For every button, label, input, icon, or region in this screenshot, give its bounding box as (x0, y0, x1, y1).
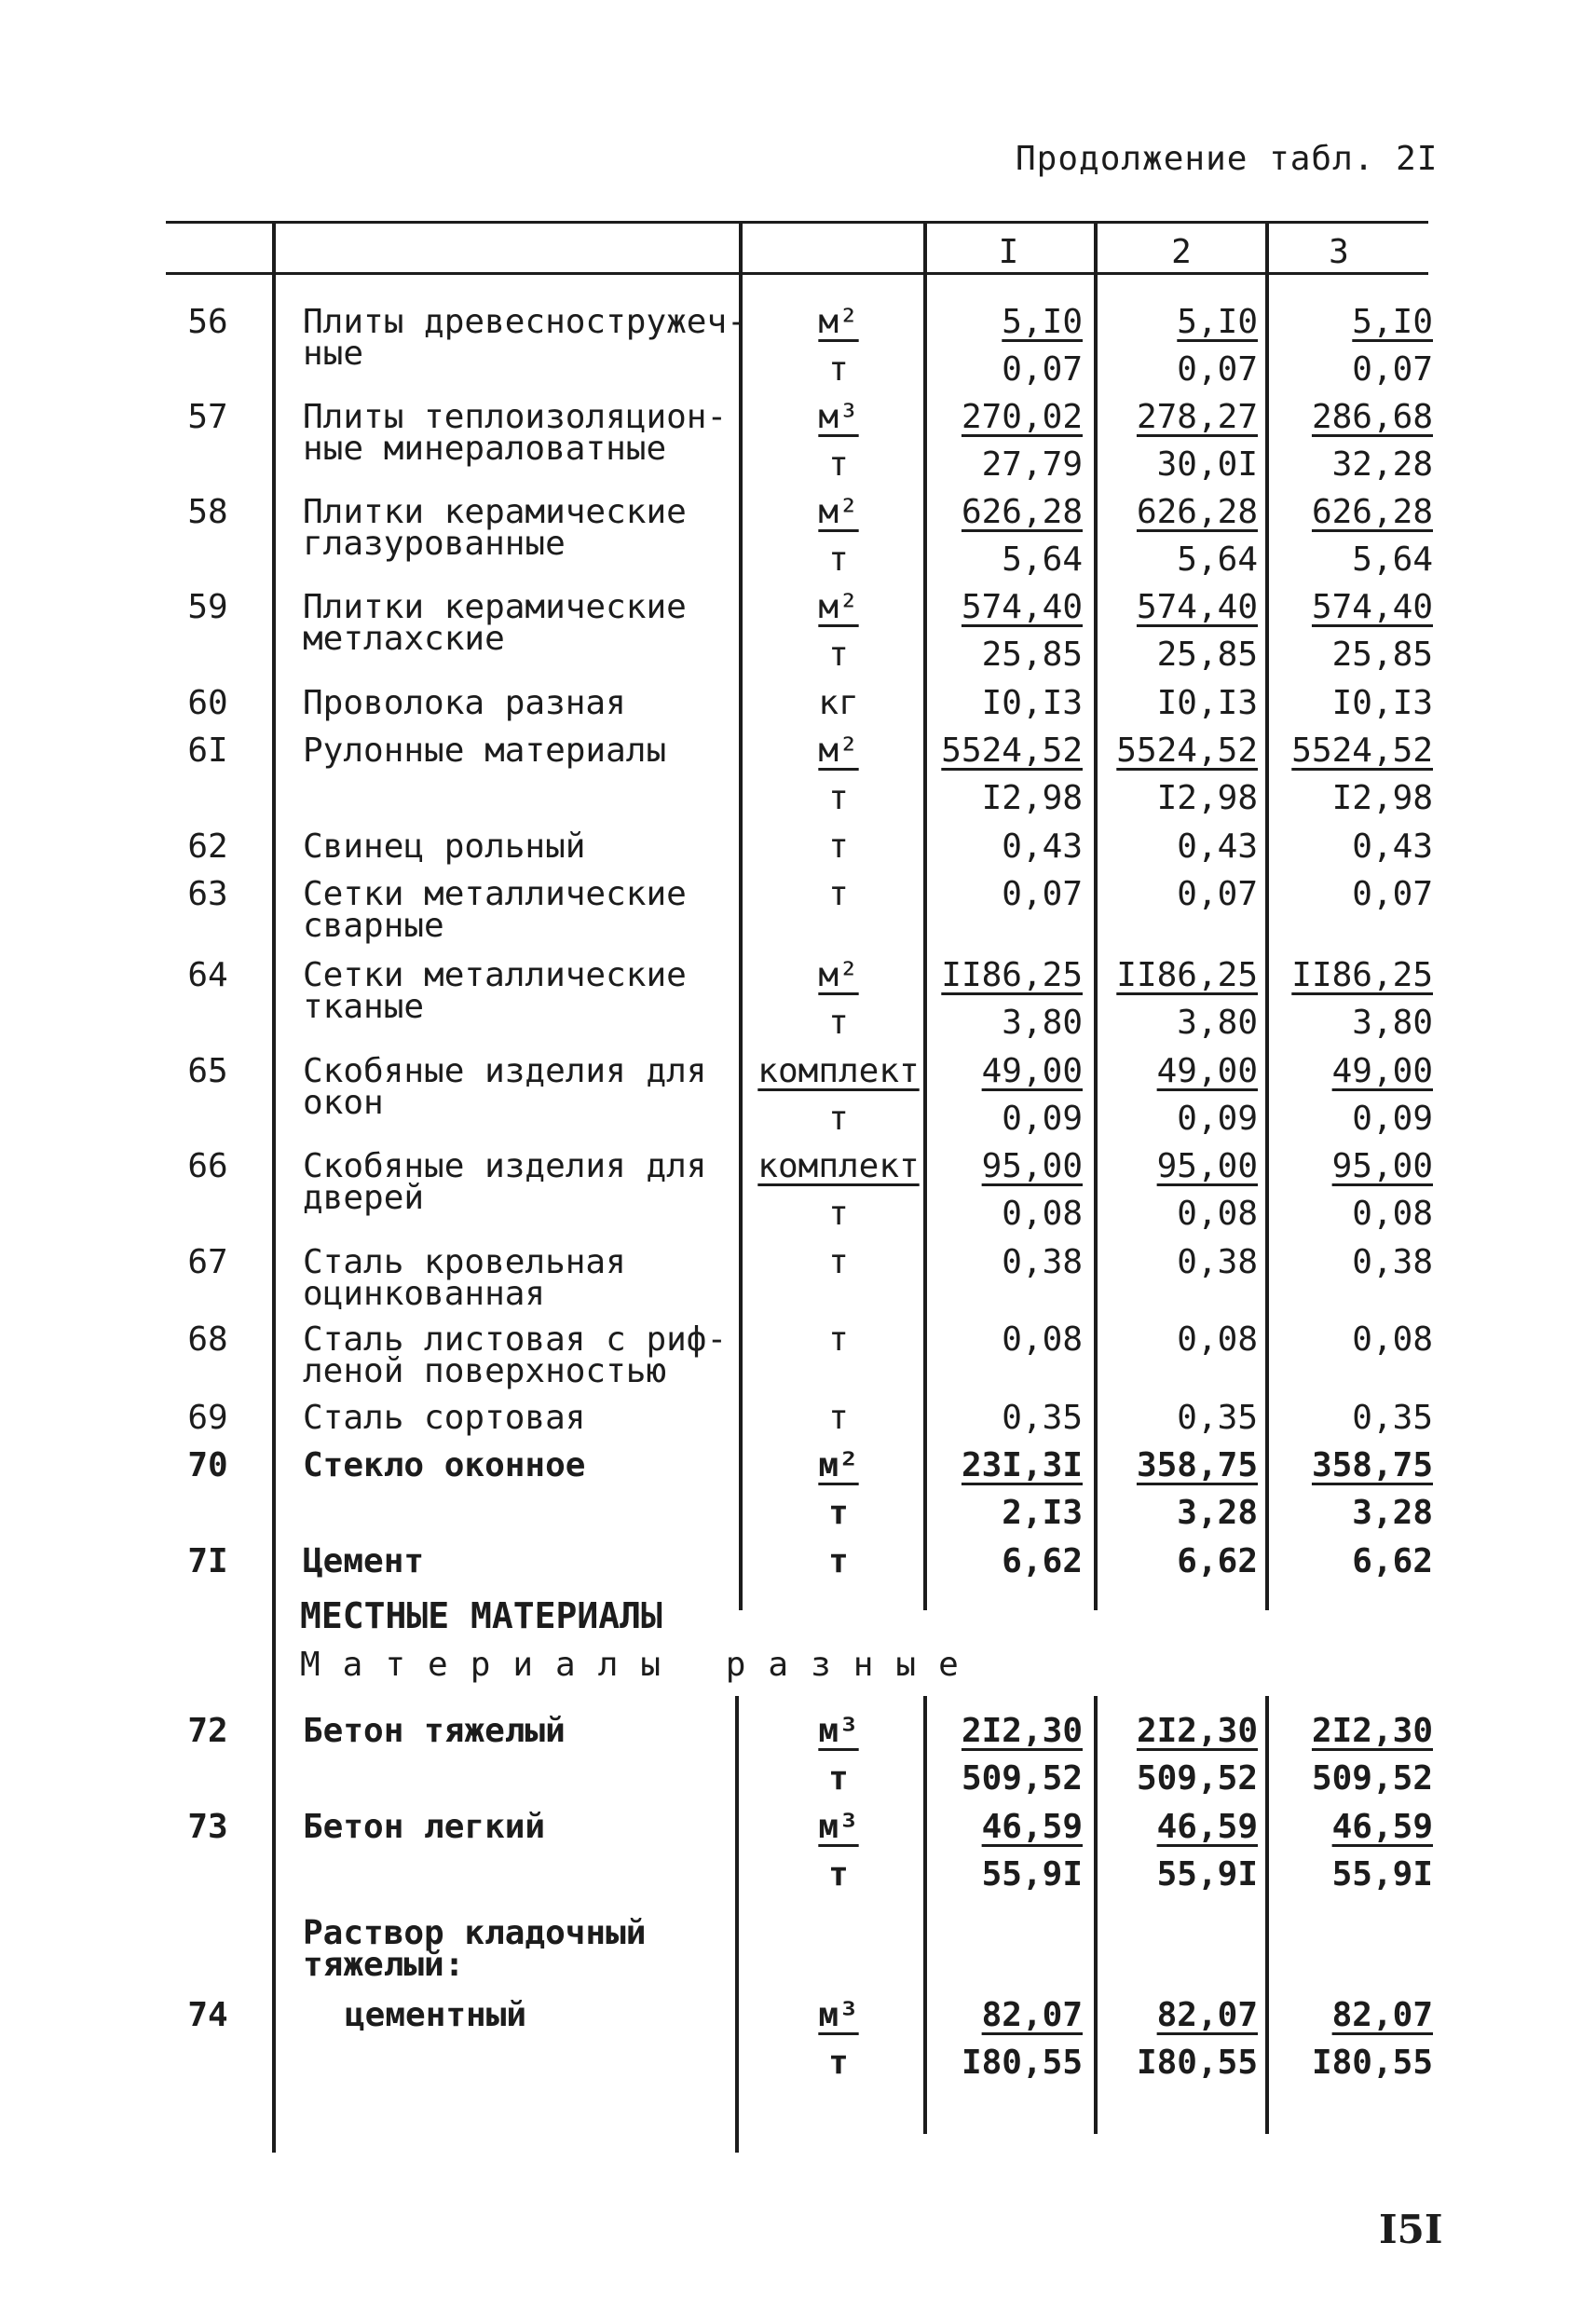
row-unit: т (828, 779, 849, 817)
row-value-col-2: 5,64 (1177, 540, 1258, 579)
row-unit: т (828, 1855, 849, 1894)
row-unit: кг (818, 684, 859, 722)
row-name-line: Скобяные изделия для (303, 1052, 707, 1090)
row-value-col-2: 82,07 (1156, 1996, 1258, 2034)
row-number: 73 (187, 1808, 228, 1846)
row-value-col-1: 82,07 (981, 1996, 1083, 2034)
row-value-col-3: 5,64 (1352, 540, 1433, 579)
row-name-line: оцинкованная (303, 1275, 546, 1313)
row-unit: м² (818, 1446, 859, 1484)
row-unit: м³ (818, 398, 859, 436)
row-unit: м³ (818, 1808, 859, 1846)
row-value-col-2: 6,62 (1177, 1542, 1258, 1580)
row-value-col-3: 46,59 (1331, 1808, 1433, 1846)
row-value-col-1: 25,85 (981, 636, 1083, 674)
row-name-line: глазурованные (303, 525, 566, 563)
row-number: 59 (187, 588, 228, 626)
row-number: 70 (187, 1446, 228, 1484)
row-value-col-1: 0,38 (1002, 1243, 1083, 1281)
row-name-line: Плиты древесностружеч- (303, 303, 747, 341)
row-name-line: метлахские (303, 620, 505, 658)
row-value-col-1: 2,I3 (1002, 1494, 1083, 1532)
column-header-3: 3 (1329, 233, 1349, 271)
row-name-line: Бетон легкий (303, 1808, 546, 1846)
row-value-col-1: 574,40 (961, 588, 1083, 626)
row-value-col-2: 0,07 (1177, 875, 1258, 913)
row-number: 58 (187, 493, 228, 531)
row-number: 65 (187, 1052, 228, 1090)
row-name-line: Плитки керамические (303, 493, 687, 531)
row-name-line: леной поверхностью (303, 1352, 667, 1390)
row-value-col-2: 0,43 (1177, 827, 1258, 866)
row-name-line: тяжелый: (303, 1946, 465, 1984)
row-name-line: Скобяные изделия для (303, 1147, 707, 1185)
row-value-col-2: 358,75 (1136, 1446, 1258, 1484)
row-unit: т (828, 1100, 849, 1138)
row-number: 6I (187, 732, 228, 770)
row-value-col-2: 25,85 (1156, 636, 1258, 674)
row-name-line: Раствор кладочный (303, 1914, 647, 1952)
row-value-col-3: II86,25 (1291, 956, 1433, 994)
row-value-col-2: 5,I0 (1177, 303, 1258, 341)
row-value-col-3: 32,28 (1331, 445, 1433, 484)
row-value-col-2: 509,52 (1136, 1759, 1258, 1798)
column-header-1: I (998, 233, 1019, 271)
row-value-col-1: 0,08 (1002, 1195, 1083, 1233)
row-value-col-3: 286,68 (1311, 398, 1433, 436)
row-value-col-3: 574,40 (1311, 588, 1433, 626)
row-value-col-3: 0,08 (1352, 1195, 1433, 1233)
subsection-heading: Материалы разные (300, 1646, 981, 1684)
row-name-line: Бетон тяжелый (303, 1712, 566, 1750)
row-value-col-1: 23I,3I (961, 1446, 1083, 1484)
row-value-col-3: 0,07 (1352, 875, 1433, 913)
row-value-col-2: 5524,52 (1116, 732, 1258, 770)
row-unit: комплект (757, 1147, 920, 1185)
row-value-col-3: 3,28 (1352, 1494, 1433, 1532)
row-value-col-1: 2I2,30 (961, 1712, 1083, 1750)
table-header-rule (166, 272, 1428, 275)
row-value-col-2: 46,59 (1156, 1808, 1258, 1846)
row-value-col-2: I80,55 (1136, 2044, 1258, 2082)
row-value-col-2: 0,08 (1177, 1320, 1258, 1359)
row-name-line: ные (303, 335, 364, 373)
row-value-col-3: 626,28 (1311, 493, 1433, 531)
page-number: I5I (1379, 2207, 1443, 2252)
row-number: 62 (187, 827, 228, 866)
row-value-col-2: 95,00 (1156, 1147, 1258, 1185)
row-name-line: Плиты теплоизоляцион- (303, 398, 728, 436)
row-value-col-3: I2,98 (1331, 779, 1433, 817)
row-value-col-3: 25,85 (1331, 636, 1433, 674)
row-value-col-1: I80,55 (961, 2044, 1083, 2082)
row-name-line: дверей (303, 1179, 425, 1217)
row-name-line: Сталь листовая с риф- (303, 1320, 728, 1359)
row-unit: комплект (757, 1052, 920, 1090)
row-value-col-3: 3,80 (1352, 1004, 1433, 1042)
row-value-col-2: 574,40 (1136, 588, 1258, 626)
row-number: 68 (187, 1320, 228, 1359)
row-name-line: сварные (303, 907, 444, 945)
row-value-col-1: 0,07 (1002, 350, 1083, 389)
row-value-col-3: 0,08 (1352, 1320, 1433, 1359)
row-unit: т (828, 1399, 849, 1437)
row-name-line: Цемент (303, 1542, 425, 1580)
row-value-col-3: 5,I0 (1352, 303, 1433, 341)
row-unit: т (828, 1243, 849, 1281)
row-value-col-1: 55,9I (981, 1855, 1083, 1894)
row-value-col-2: I0,I3 (1156, 684, 1258, 722)
row-value-col-2: 626,28 (1136, 493, 1258, 531)
section-heading: МЕСТНЫЕ МАТЕРИАЛЫ (300, 1595, 662, 1636)
row-unit: т (828, 827, 849, 866)
row-unit: т (828, 445, 849, 484)
row-value-col-1: 49,00 (981, 1052, 1083, 1090)
column-divider-3 (1265, 222, 1269, 1610)
row-value-col-1: 5524,52 (941, 732, 1083, 770)
row-value-col-1: 27,79 (981, 445, 1083, 484)
table-top-rule (166, 221, 1428, 224)
row-value-col-2: 30,0I (1156, 445, 1258, 484)
row-value-col-3: 358,75 (1311, 1446, 1433, 1484)
row-value-col-1: 0,35 (1002, 1399, 1083, 1437)
row-value-col-1: 0,09 (1002, 1100, 1083, 1138)
row-value-col-2: 0,08 (1177, 1195, 1258, 1233)
row-name-line: Стекло оконное (303, 1446, 586, 1484)
row-value-col-3: I0,I3 (1331, 684, 1433, 722)
row-value-col-3: 55,9I (1331, 1855, 1433, 1894)
row-unit: м² (818, 588, 859, 626)
row-name-line: ные минераловатные (303, 430, 667, 468)
row-number: 64 (187, 956, 228, 994)
column-header-2: 2 (1171, 233, 1192, 271)
row-value-col-2: 0,07 (1177, 350, 1258, 389)
row-name-line: Сетки металлические (303, 956, 687, 994)
row-value-col-3: 0,09 (1352, 1100, 1433, 1138)
row-name-line: Свинец рольный (303, 827, 586, 866)
row-name-line: тканые (303, 988, 425, 1026)
row-value-col-3: 0,07 (1352, 350, 1433, 389)
row-value-col-2: 49,00 (1156, 1052, 1258, 1090)
row-value-col-3: 5524,52 (1291, 732, 1433, 770)
row-unit: т (828, 1542, 849, 1580)
row-number: 66 (187, 1147, 228, 1185)
column-divider-unit (739, 222, 743, 1610)
row-number: 63 (187, 875, 228, 913)
row-number: 72 (187, 1712, 228, 1750)
row-name-line: Рулонные материалы (303, 732, 667, 770)
row-value-col-2: 2I2,30 (1136, 1712, 1258, 1750)
row-name-line: Сталь кровельная (303, 1243, 626, 1281)
row-name-line: Сталь сортовая (303, 1399, 586, 1437)
row-number: 57 (187, 398, 228, 436)
row-unit: т (828, 1195, 849, 1233)
row-value-col-1: 6,62 (1002, 1542, 1083, 1580)
row-value-col-1: 0,08 (1002, 1320, 1083, 1359)
column-divider-unit-lower (735, 1696, 739, 2153)
column-divider-3-lower (1265, 1696, 1269, 2134)
row-value-col-1: II86,25 (941, 956, 1083, 994)
row-unit: т (828, 1320, 849, 1359)
row-unit: т (828, 875, 849, 913)
row-value-col-3: 6,62 (1352, 1542, 1433, 1580)
row-value-col-3: 49,00 (1331, 1052, 1433, 1090)
row-value-col-2: 278,27 (1136, 398, 1258, 436)
row-name-line: Проволока разная (303, 684, 626, 722)
row-value-col-1: I0,I3 (981, 684, 1083, 722)
row-value-col-1: 270,02 (961, 398, 1083, 436)
row-value-col-2: I2,98 (1156, 779, 1258, 817)
row-number: 56 (187, 303, 228, 341)
row-unit: т (828, 636, 849, 674)
row-value-col-1: I2,98 (981, 779, 1083, 817)
row-unit: т (828, 1004, 849, 1042)
column-divider-name (272, 222, 276, 2153)
row-value-col-2: II86,25 (1116, 956, 1258, 994)
row-name-line: Плитки керамические (303, 588, 687, 626)
row-name-line: окон (303, 1084, 384, 1122)
row-value-col-3: 82,07 (1331, 1996, 1433, 2034)
row-value-col-1: 5,I0 (1002, 303, 1083, 341)
row-unit: т (828, 2044, 849, 2082)
row-unit: т (828, 1494, 849, 1532)
row-value-col-2: 0,38 (1177, 1243, 1258, 1281)
row-number: 67 (187, 1243, 228, 1281)
row-unit: м³ (818, 1996, 859, 2034)
row-value-col-3: 0,35 (1352, 1399, 1433, 1437)
row-value-col-2: 55,9I (1156, 1855, 1258, 1894)
column-divider-2 (1094, 222, 1098, 1610)
row-unit: м² (818, 732, 859, 770)
row-value-col-2: 0,35 (1177, 1399, 1258, 1437)
row-number: 74 (187, 1996, 228, 2034)
row-unit: м³ (818, 1712, 859, 1750)
row-value-col-2: 0,09 (1177, 1100, 1258, 1138)
row-number: 60 (187, 684, 228, 722)
row-value-col-2: 3,28 (1177, 1494, 1258, 1532)
row-unit: м² (818, 303, 859, 341)
row-value-col-3: 95,00 (1331, 1147, 1433, 1185)
row-value-col-1: 626,28 (961, 493, 1083, 531)
row-number: 7I (187, 1542, 228, 1580)
row-value-col-3: 0,43 (1352, 827, 1433, 866)
row-unit: м² (818, 493, 859, 531)
row-value-col-1: 46,59 (981, 1808, 1083, 1846)
row-unit: т (828, 1759, 849, 1798)
row-unit: т (828, 540, 849, 579)
row-value-col-3: 0,38 (1352, 1243, 1433, 1281)
row-value-col-1: 95,00 (981, 1147, 1083, 1185)
row-value-col-1: 5,64 (1002, 540, 1083, 579)
row-value-col-3: 509,52 (1311, 1759, 1433, 1798)
row-name-line: Сетки металлические (303, 875, 687, 913)
row-number: 69 (187, 1399, 228, 1437)
row-unit: т (828, 350, 849, 389)
column-divider-2-lower (1094, 1696, 1098, 2134)
row-value-col-1: 509,52 (961, 1759, 1083, 1798)
row-unit: м² (818, 956, 859, 994)
table-caption: Продолжение табл. 2I (1016, 140, 1439, 178)
row-value-col-2: 3,80 (1177, 1004, 1258, 1042)
row-value-col-3: I80,55 (1311, 2044, 1433, 2082)
row-value-col-3: 2I2,30 (1311, 1712, 1433, 1750)
row-name-line: цементный (345, 1996, 527, 2034)
row-value-col-1: 0,43 (1002, 827, 1083, 866)
row-value-col-1: 3,80 (1002, 1004, 1083, 1042)
row-value-col-1: 0,07 (1002, 875, 1083, 913)
